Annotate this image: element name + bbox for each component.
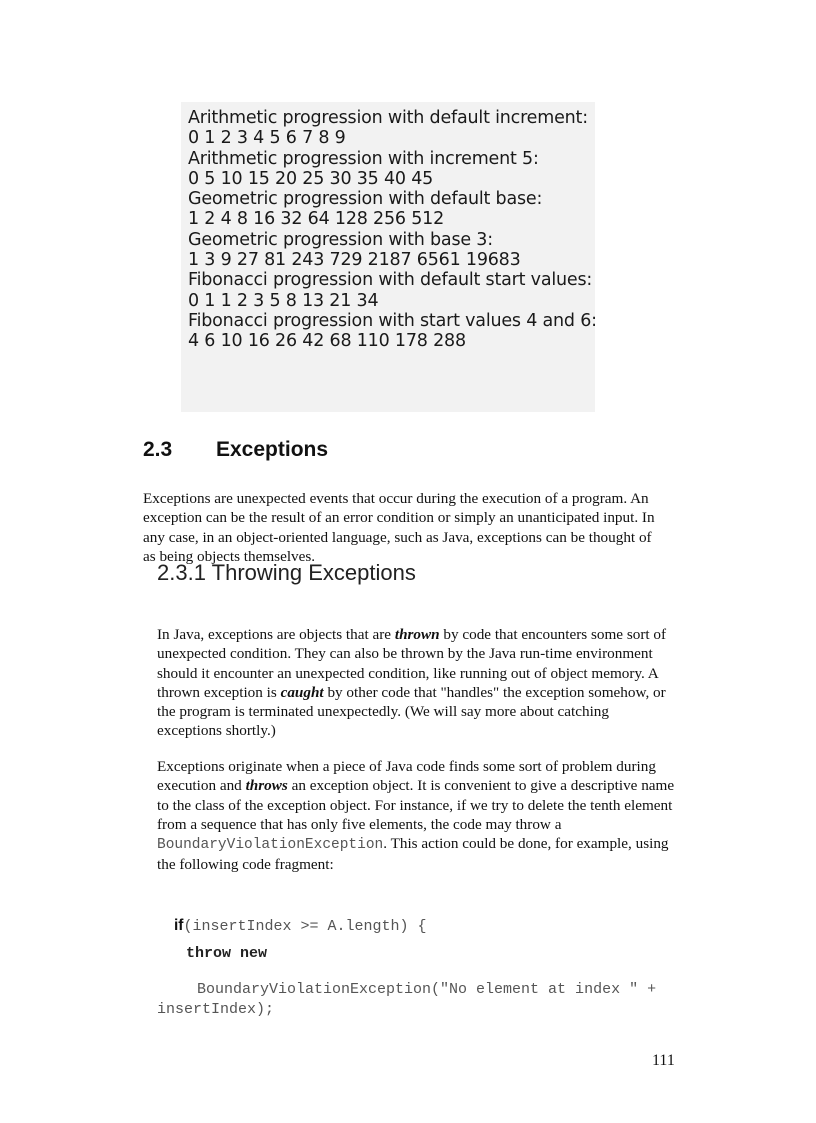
output-line: 1 3 9 27 81 243 729 2187 6561 19683 xyxy=(188,250,521,271)
output-line: Fibonacci progression with default start values: xyxy=(188,270,593,291)
code-condition: (insertIndex >= A.length) { xyxy=(183,918,427,935)
inline-code: BoundaryViolationException xyxy=(157,837,384,854)
output-line: 0 5 10 15 20 25 30 35 40 45 xyxy=(188,168,434,189)
text-run: In Java, exceptions are objects that are xyxy=(157,626,395,643)
program-output-box xyxy=(181,102,595,412)
throwing-paragraph xyxy=(157,625,677,741)
text-run: . This action could be done, for example, using the following code fragment: xyxy=(157,835,669,874)
text-run: an exception object. It is convenient to give a descriptive name to the class of the exception object. For instance, if we try to delete the tenth element from a sequence that has only five elements, the code may throw a xyxy=(157,777,675,833)
output-line: 0 1 1 2 3 5 8 13 21 34 xyxy=(188,290,379,311)
emphasis-throws: throws xyxy=(245,777,288,795)
section-intro-paragraph: Exceptions are unexpected events that occur during the execution of a program. An exception can be the result of an error condition or simply an unanticipated input. In any case, in an object-oriented language, such as Java, exceptions can be thought of as being objects themselves. xyxy=(143,490,655,565)
code-line-2: throw new xyxy=(186,945,268,962)
code-line-3: BoundaryViolationException("No element at index " + xyxy=(197,981,657,998)
output-line: Arithmetic progression with default increment: xyxy=(188,108,588,128)
text-run: by other code that "handles" the exception somehow, or the program is terminated unexpectedly. (We will say more about catching exceptions shortly.) xyxy=(157,683,666,740)
code-keyword-if: if xyxy=(174,917,184,934)
code-line-1 xyxy=(174,917,427,935)
emphasis-caught: caught xyxy=(280,683,324,701)
text-run: Exceptions originate when a piece of Java code finds some sort of problem during execution and xyxy=(157,758,656,795)
section-number: 2.3 xyxy=(143,438,173,461)
section-heading xyxy=(143,438,328,462)
section-title: Exceptions xyxy=(216,438,329,461)
code-line-4: insertIndex); xyxy=(157,1001,275,1018)
text-run: by code that encounters some sort of unexpected condition. They can also be thrown by the Java run-time environment should it encounter an unexpected condition, like running out of object memory. A thrown exception is xyxy=(157,626,667,701)
output-line: 4 6 10 16 26 42 68 110 178 288 xyxy=(188,331,466,352)
output-line: Fibonacci progression with start values 4 and 6: xyxy=(188,310,597,331)
originate-paragraph xyxy=(157,757,677,875)
page-number: 111 xyxy=(652,1052,675,1069)
output-line: Geometric progression with default base: xyxy=(188,189,543,210)
output-line: Geometric progression with base 3: xyxy=(188,229,493,250)
output-line: 1 2 4 8 16 32 64 128 256 512 xyxy=(188,209,445,230)
emphasis-thrown: thrown xyxy=(394,626,440,643)
output-line: Arithmetic progression with increment 5: xyxy=(188,148,539,169)
output-line: 0 1 2 3 4 5 6 7 8 9 xyxy=(188,128,346,149)
subsection-heading: 2.3.1 Throwing Exceptions xyxy=(157,560,416,585)
